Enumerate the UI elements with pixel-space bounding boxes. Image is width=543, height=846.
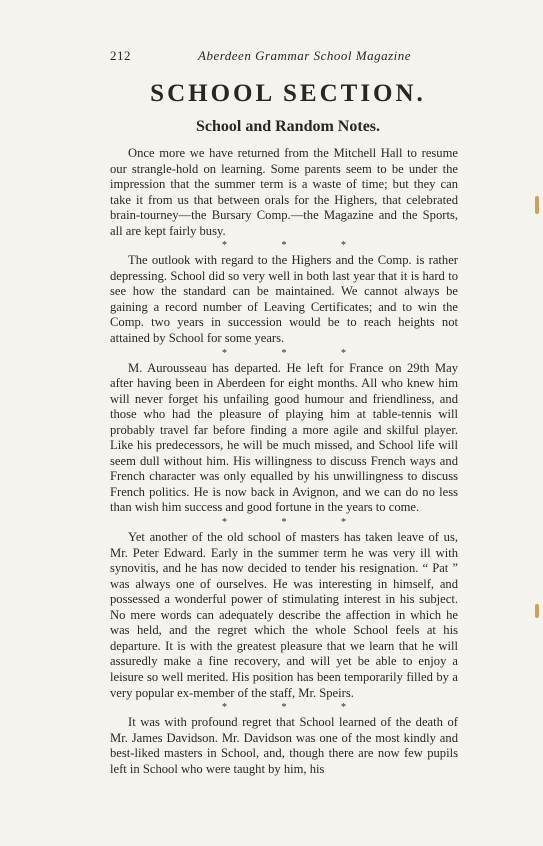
article-body bbox=[110, 146, 458, 777]
section-separator: * * * bbox=[222, 347, 372, 359]
paragraph: Yet another of the old school of masters has taken leave of us, Mr. Peter Edward. Early in the summer term he was very ill with synovitis, and he has now decided to tender his resignation. “ Pat ” was always one of ourselves. He was interesting in himself, and possessed a wonderful power of stimulating interest in his subject. No mere words can adequately describe the affection in which he was held, and the regret which the whole School feels at his departure. It is with the greatest pleasure that we learn that he will assuredly make a fine recovery, and will yet be able to enjoy a leisure so well merited. His position has been temporarily filled by a very popular ex-member of the staff, Mr. Speirs. bbox=[110, 530, 458, 700]
section-title: SCHOOL SECTION. bbox=[150, 80, 426, 107]
paragraph: Once more we have returned from the Mitchell Hall to resume our strangle-hold on learning. Some parents seem to be under the impression that the summer term is a waste of time; but they can take it from us that between orals for the Highers, that celebrated brain-tourney—the Bursary Comp.—the Magazine and the Sports, all are kept fairly busy. bbox=[110, 146, 458, 238]
section-separator: * * * bbox=[222, 517, 372, 529]
page-number: 212 bbox=[110, 48, 131, 63]
paragraph: M. Aurousseau has departed. He left for France on 29th May after having been in Aberdeen for eight months. All who knew him will never forget his unfailing good humour and friendliness, and those who had the pleasure of playing him at table-tennis will probably travel far before finding a more agile and skilful player. Like his predecessors, he will be much missed, and School life will seem dull without him. His willingness to discuss French ways and French character was only equalled by his unwillingness to discuss French politics. He is now back in Avignon, and we can do no less than wish him success and good fortune in the years to come. bbox=[110, 360, 458, 515]
section-separator: * * * bbox=[222, 702, 372, 714]
paragraph: It was with profound regret that School learned of the death of Mr. James Davidson. Mr. Davidson was one of the most kindly and best-liked masters in School, and, though there are now few pupils left in School who were taught by him, his bbox=[110, 715, 458, 776]
page-edge-mark bbox=[535, 604, 539, 618]
page-edge-mark bbox=[535, 196, 539, 214]
section-separator: * * * bbox=[222, 240, 372, 252]
magazine-title: Aberdeen Grammar School Magazine bbox=[198, 48, 412, 63]
section-subtitle: School and Random Notes. bbox=[195, 118, 381, 135]
paragraph: The outlook with regard to the Highers and the Comp. is rather depressing. School did so very well in both last year that it is hard to see how the standard can be maintained. We cannot always be gaining a record number of Leaving Certificates; and to win the Comp. two years in succession would be to reach heights not attained by School for some years. bbox=[110, 253, 458, 346]
